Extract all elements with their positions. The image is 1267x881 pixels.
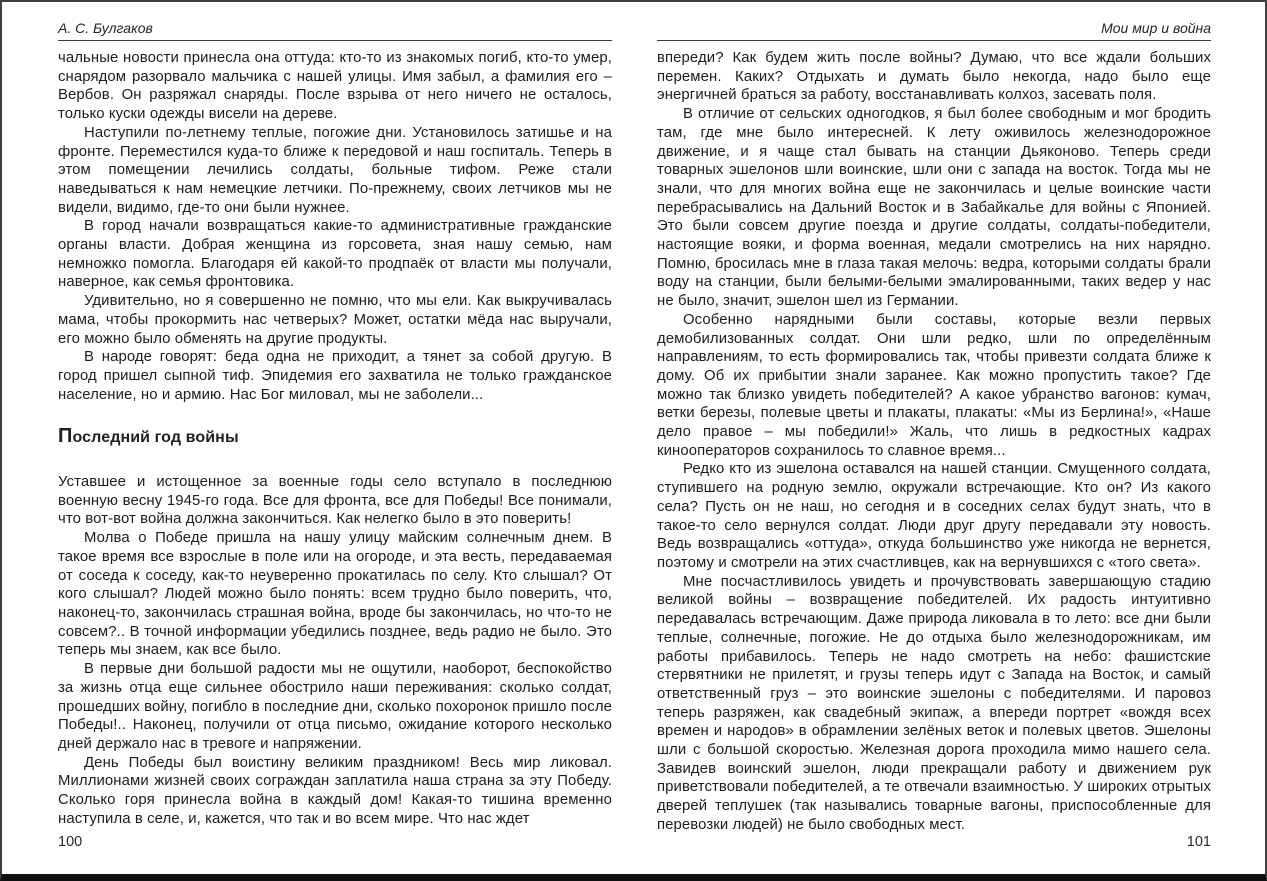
paragraph: День Победы был воистину великим праздником! Весь мир ликовал. Миллионами жизней своих сограждан заплатила наша страна за эту Победу. Сколько горя принесла война в каждый дом! Какая-то тишина временно наступила в селе, и, кажется, что так и во всем мире. Что нас ждет — [58, 754, 612, 827]
section-heading: Последний год войны — [58, 425, 239, 448]
left-page-body — [58, 49, 612, 828]
paragraph: В первые дни большой радости мы не ощутили, наоборот, беспокойство за жизнь отца еще сильнее обострило наши переживания: сколько солдат, прошедших войну, погибло в последние дни, сколько похоронок пришло после Победы!.. Наконец, получили от отца письмо, ожидание которого несколько дней держало нас в тревоге и напряжении. — [58, 661, 612, 752]
paragraph: Особенно нарядными были составы, которые везли первых демобилизованных солдат. Они шли редко, шли по определённым направлениям, то есть формировались так, чтобы привезти солдата ближе к дому. Об их прибытии знали заранее. Как можно пропустить такое? Где можно так близко увидеть победителей? А какое убранство вагонов: кумач, ветки березы, полевые цветы и плакаты, плакаты: «Мы из Берлина!», «Наше дело правое – мы победили!» Жаль, что лишь в редкостных кадрах кинооператоров сохранилось то славное время... — [657, 311, 1211, 459]
right-page-number: 101 — [1186, 834, 1211, 850]
author-name: А. С. Булгаков — [58, 20, 153, 36]
paragraph: Уставшее и истощенное за военные годы село вступало в последнюю военную весну 1945-го года. Все для фронта, все для Победы! Все понимали, что вот-вот война должна закончиться. Как нелегко было в это поверить! — [58, 474, 612, 528]
paragraph: Удивительно, но я совершенно не помню, что мы ели. Как выкручивалась мама, чтобы прокормить нас четверых? Может, остатки мёда нас выручали, его можно было обменять на другие продукты. — [58, 293, 612, 347]
right-running-header — [657, 20, 1211, 40]
left-page-number: 100 — [58, 834, 83, 850]
paragraph: Редко кто из эшелона оставался на нашей станции. Смущенного солдата, ступившего на родную землю, окружали встречающие. Кто он? Из какого села? Пусть он не наш, но сегодня и в соседних селах будут знать, что в такое-то село вернулся солдат. Люди друг другу передавали эту новость. Ведь возвращались «оттуда», откуда большинство уже никогда не вернется, поэтому и смотрели на этих счастливцев, как на вернувшихся с «того света». — [657, 461, 1211, 571]
left-header-rule — [58, 40, 612, 41]
paragraph: В народе говорят: беда одна не приходит, а тянет за собой другую. В город пришел сыпной тиф. Эпидемия его захватила не только гражданское население, но и армию. Нас Бог миловал, мы не заболели... — [58, 349, 612, 403]
paragraph: чальные новости принесла она оттуда: кто-то из знакомых погиб, кто-то умер, снарядом разорвало мальчика с нашей улицы. Имя забыл, а фамилия его – Вербов. Он разряжал снаряды. После взрыва от него ничего не осталось, только куски одежды висели на дереве. — [58, 50, 612, 123]
left-page — [58, 20, 612, 850]
book-title: Мои мир и война — [1101, 20, 1211, 36]
right-page — [657, 20, 1211, 850]
paragraph: Молва о Победе пришла на нашу улицу майским солнечным днем. В такое время все взрослые в поле или на огороде, и эта весть, передаваемая от соседа к соседу, как-то неуверенно прокатилась по селу. Кто слышал? От кого слышал? Людей можно было понять: всем трудно было поверить, что, наконец-то, закончилась страшная война, вроде бы закончилась, но что-то не совсем?.. В точной информации убедились позднее, ведь радио не было. Это теперь мы знаем, как все было. — [58, 530, 612, 659]
paragraph: В город начали возвращаться какие-то административные гражданские органы власти. Добрая женщина из горсовета, зная нашу семью, нам немножко помогла. Благодаря ей какой-то продпаёк от власти мы получали, наверное, как семья фронтовика. — [58, 218, 612, 291]
paragraph: Наступили по-летнему теплые, погожие дни. Установилось затишье и на фронте. Переместился куда-то ближе к передовой и наш госпиталь. Теперь в этом помещении лечились солдаты, больные тифом. Реже стали наведываться к нам немецкие летчики. По-прежнему, своих летчиков мы не видели, видимо, где-то они были нужнее. — [58, 124, 612, 216]
paragraph: Мне посчастливилось увидеть и прочувствовать завершающую стадию великой войны – возвращение победителей. Их радость интуитивно передавалась встречающим. Даже природа ликовала в то лето: все дни были теплые, солнечные, погожие. Не до отдыха было железнодорожникам, им работы прибавилось. Теперь не надо смотреть на небо: фашистские стервятники не прилетят, и грузы теперь идут с Запада на Восток, и самый ответственный груз – это воинские эшелоны с победителями. И паровоз теперь разряжен, как свадебный экипаж, а впереди портрет «вождя всех времен и народов» в обрамлении зелёных веток и полевых цветов. Эшелоны шли с большой скоростью. Железная дорога проходила мимо нашего села. Завидев воинский эшелон, люди прекращали работу и движением рук приветствовали победителей, а те отвечали взаимностью. У широких отрытых дверей теплушек (так назывались товарные вагоны, приспособленные для перевозки людей) не было свободных мест. — [657, 573, 1211, 833]
right-header-rule — [657, 40, 1211, 41]
paragraph: впереди? Как будем жить после войны? Думаю, что все ждали больших перемен. Каких? Отдыхать и думать было некогда, надо было еще энергичней браться за работу, восстанавливать колхоз, засевать поля. — [657, 50, 1211, 104]
right-page-body — [657, 49, 1211, 835]
left-running-header — [58, 20, 612, 40]
paragraph: В отличие от сельских одногодков, я был более свободным и мог бродить там, где мне было интересней. К лету оживилось железнодорожное движение, и я чаще стал бывать на станции Дьяконово. Теперь среди товарных эшелонов шли воинские, шли они с запада на восток. Тогда мы не знали, что для многих война еще не закончилась и целые воинские части перебрасывались на Дальний Восток и в Забайкалье для войны с Японией. Это были совсем другие поезда и другие солдаты, солдаты-победители, настоящие вояки, и форма военная, медали смотрелись на них нарядно. Помню, бросилась мне в глаза такая мелочь: ведра, которыми солдаты брали воду на станции, были белыми-белыми эмалированными, таких ведер у нас не было, значит, эшелон шел из Германии. — [657, 106, 1211, 310]
